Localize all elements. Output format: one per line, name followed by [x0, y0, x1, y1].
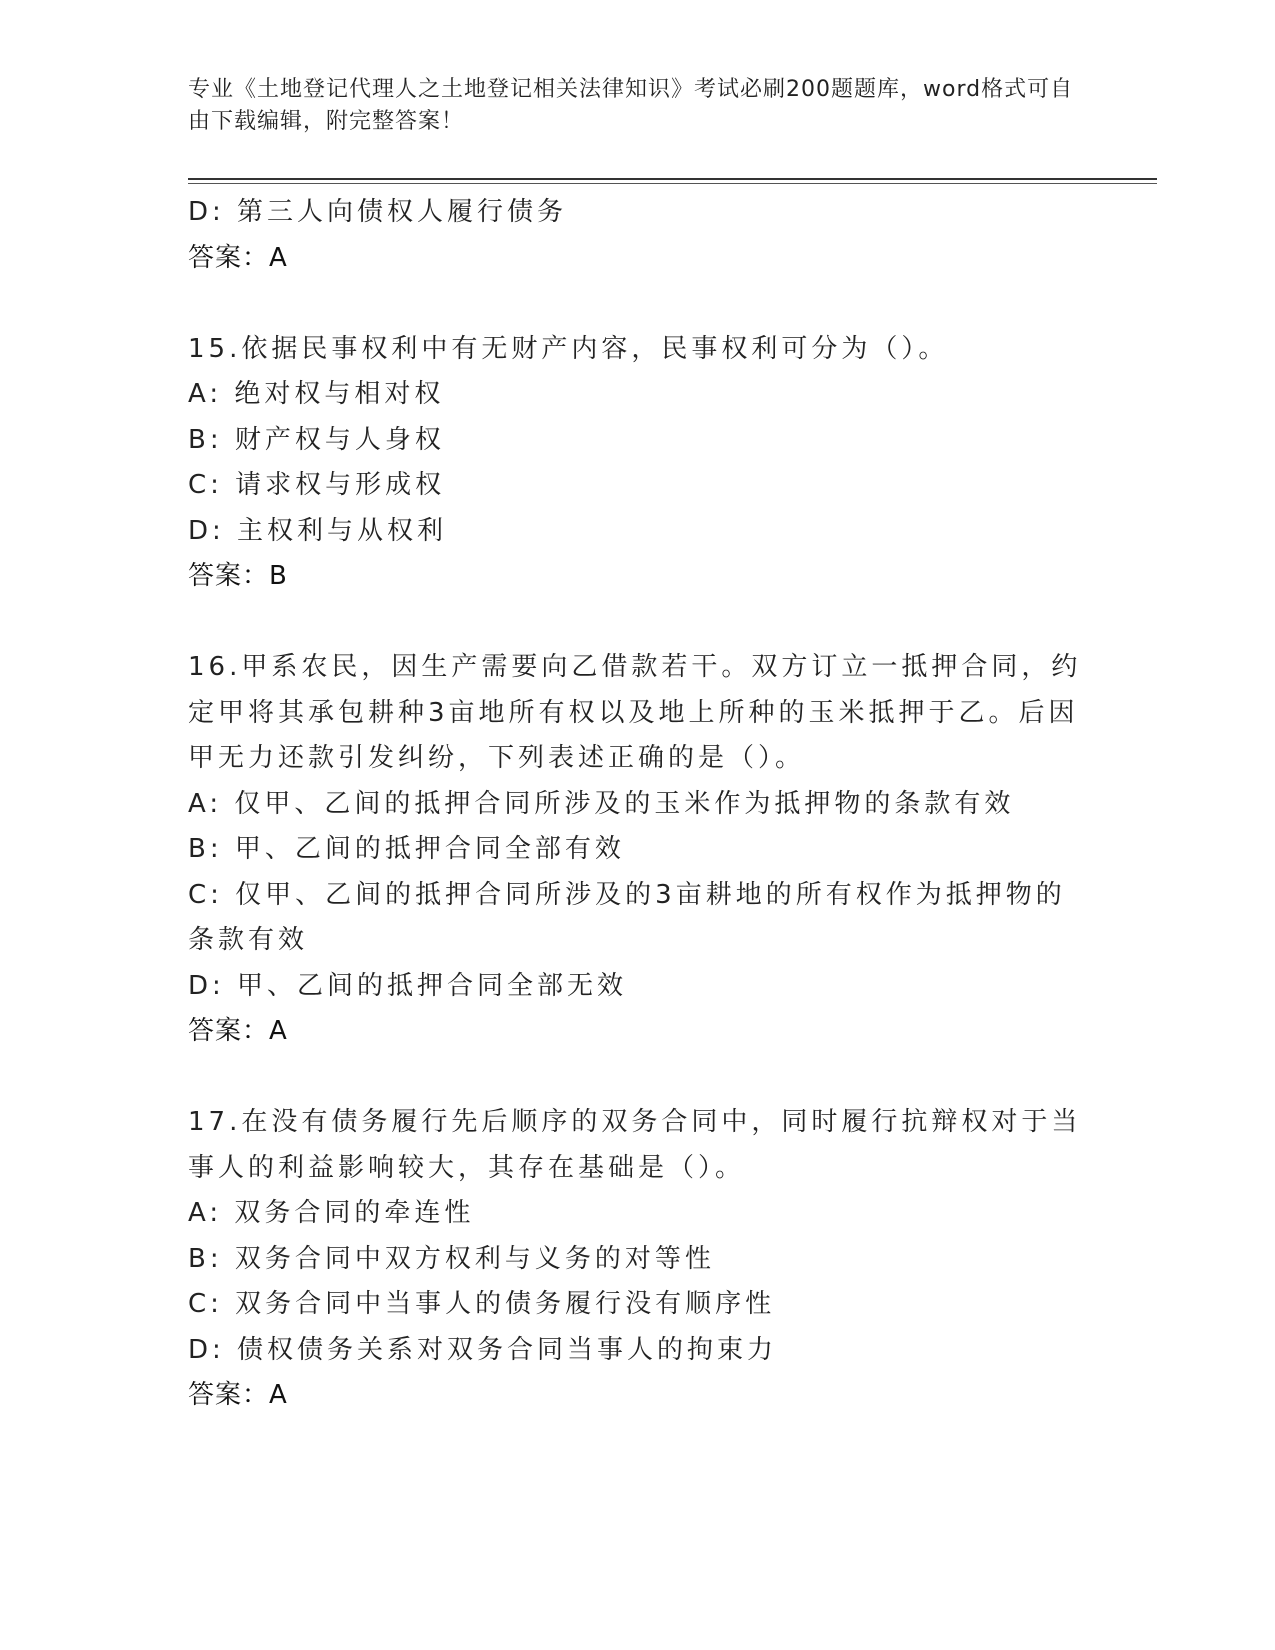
document-header: 专业《土地登记代理人之土地登记相关法律知识》考试必刷200题题库，word格式可自由下载编辑，附完整答案！ [188, 77, 1074, 134]
option-a: A: 仅甲、乙间的抵押合同所涉及的玉米作为抵押物的条款有效 [188, 788, 1015, 819]
option-c: C: 请求权与形成权 [188, 470, 446, 500]
question-stem: 16.甲系农民，因生产需要向乙借款若干。双方订立一抵押合同，约定甲将其承包耕种3亩地所有权以及地上所种的玉米抵押于乙。后因甲无力还款引发纠纷，下列表述正确的是（）。 [188, 652, 1082, 773]
previous-question-tail [188, 190, 1088, 281]
answer: 答案：A [188, 1016, 288, 1046]
option-b: B: 财产权与人身权 [188, 424, 445, 455]
question-16 [188, 645, 1088, 1055]
option-b: B: 双务合同中双方权利与义务的对等性 [188, 1243, 715, 1274]
option-a: A: 双务合同的牵连性 [188, 1198, 475, 1228]
option-c: C: 双务合同中当事人的债务履行没有顺序性 [188, 1289, 776, 1319]
option-d: D: 第三人向债权人履行债务 [188, 197, 568, 227]
option-b: B: 甲、乙间的抵押合同全部有效 [188, 834, 625, 864]
option-c: C: 仅甲、乙间的抵押合同所涉及的3亩耕地的所有权作为抵押物的条款有效 [188, 879, 1066, 955]
question-15 [188, 327, 1088, 600]
header-rule-thick [188, 178, 1157, 180]
option-d: D: 主权利与从权利 [188, 515, 448, 546]
answer: 答案：B [188, 561, 288, 591]
answer: 答案：A [188, 1380, 288, 1410]
question-stem: 17.在没有债务履行先后顺序的双务合同中，同时履行抗辩权对于当事人的利益影响较大，其存在基础是（）。 [188, 1107, 1082, 1183]
option-d: D: 债权债务关系对双务合同当事人的拘束力 [188, 1334, 778, 1365]
option-a: A: 绝对权与相对权 [188, 379, 445, 409]
question-content [188, 190, 1088, 1419]
question-stem: 15.依据民事权利中有无财产内容，民事权利可分为（）。 [188, 333, 949, 364]
header-rule-thin [188, 183, 1157, 184]
option-d: D: 甲、乙间的抵押合同全部无效 [188, 970, 628, 1001]
answer: 答案：A [188, 242, 288, 273]
question-17 [188, 1100, 1088, 1419]
